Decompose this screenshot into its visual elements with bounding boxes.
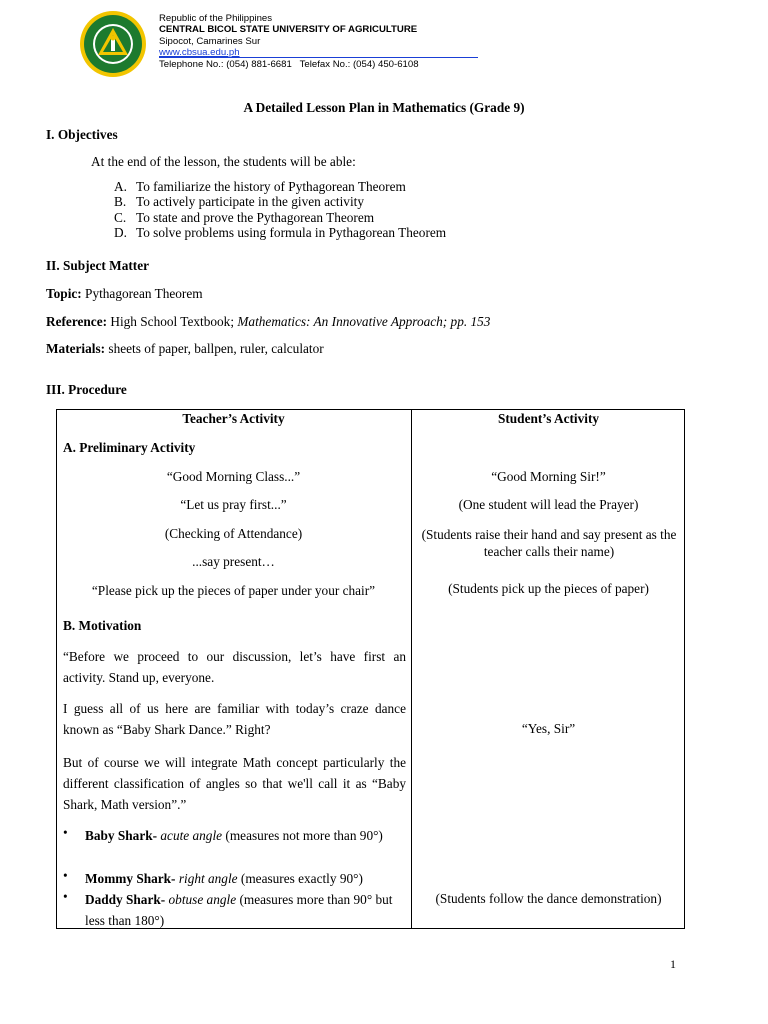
objective-item: A. To familiarize the history of Pythagorean Theorem xyxy=(114,179,406,194)
objective-item: D. To solve problems using formula in Pythagorean Theorem xyxy=(114,225,447,241)
letterhead xyxy=(159,13,419,70)
table-column-divider xyxy=(411,409,412,929)
teacher-greeting: “Good Morning Class...” xyxy=(166,469,301,484)
bullet-mommy-shark: • Mommy Shark- right angle (measures exactly 90°) xyxy=(63,868,363,886)
address-line: Sipocot, Camarines Sur xyxy=(159,35,261,47)
objective-item: C. To state and prove the Pythagorean Theorem xyxy=(114,209,375,225)
header-divider xyxy=(159,57,478,58)
page-number: 1 xyxy=(670,957,676,971)
motivation-paragraph-1: “Before we proceed to our discussion, let’s have first an activity. Stand up, everyone. xyxy=(63,649,406,685)
student-greeting: “Good Morning Sir!” xyxy=(491,469,606,484)
motivation-label: B. Motivation xyxy=(63,618,142,633)
university-name: CENTRAL BICOL STATE UNIVERSITY OF AGRICULTURE xyxy=(159,24,418,36)
contact-line: Telephone No.: (054) 881-6681 Telefax No.: (054) 450-6108 xyxy=(159,58,419,70)
student-pick-up-paper: (Students pick up the pieces of paper) xyxy=(448,581,649,596)
republic-line: Republic of the Philippines xyxy=(159,13,273,24)
teacher-activity-header: Teacher’s Activity xyxy=(182,411,285,426)
teacher-say-present: ...say present… xyxy=(192,554,275,569)
document-title: A Detailed Lesson Plan in Mathematics (Grade 9) xyxy=(243,100,525,115)
student-yes-sir: “Yes, Sir” xyxy=(521,721,576,736)
procedure-heading: III. Procedure xyxy=(46,382,127,397)
bullet-dot: • xyxy=(63,889,68,904)
subject-matter-heading: II. Subject Matter xyxy=(46,258,150,273)
objective-item: B. To actively participate in the given activity xyxy=(114,194,364,210)
objectives-heading: I. Objectives xyxy=(46,127,118,142)
student-activity-header: Student’s Activity xyxy=(497,411,600,426)
teacher-pick-up-paper: “Please pick up the pieces of paper under your chair” xyxy=(91,583,376,598)
student-attendance: (Students raise their hand and say present as the teacher calls their name) xyxy=(421,527,677,559)
student-prayer: (One student will lead the Prayer) xyxy=(458,497,639,512)
motivation-paragraph-2: I guess all of us here are familiar with today’s craze dance known as “Baby Shark Dance.” Right? xyxy=(63,701,406,737)
teacher-prayer: “Let us pray first...” xyxy=(180,497,287,512)
bullet-dot: • xyxy=(63,868,68,883)
university-seal-logo xyxy=(78,9,148,79)
student-dance: (Students follow the dance demonstration) xyxy=(435,891,662,906)
teacher-attendance: (Checking of Attendance) xyxy=(164,526,303,541)
topic-line: Topic: Pythagorean Theorem xyxy=(46,286,203,301)
objectives-intro: At the end of the lesson, the students will be able: xyxy=(91,154,356,169)
reference-line: Reference: High School Textbook; Mathematics: An Innovative Approach; pp. 153 xyxy=(46,314,491,329)
bullet-daddy-shark: • Daddy Shark- obtuse angle (measures more than 90° but less than 180°) xyxy=(63,889,393,928)
bullet-baby-shark: • Baby Shark- acute angle (measures not more than 90°) xyxy=(63,825,383,843)
objectives-list xyxy=(114,179,446,241)
materials-line: Materials: sheets of paper, ballpen, ruler, calculator xyxy=(46,341,324,356)
bullet-dot: • xyxy=(63,825,68,840)
website-link[interactable]: www.cbsua.edu.ph xyxy=(159,47,240,59)
motivation-paragraph-3: But of course we will integrate Math concept particularly the different classification of angles so that we'll call it as “Baby Shark, Math version”.” xyxy=(63,755,406,812)
preliminary-activity-label: A. Preliminary Activity xyxy=(63,440,196,455)
